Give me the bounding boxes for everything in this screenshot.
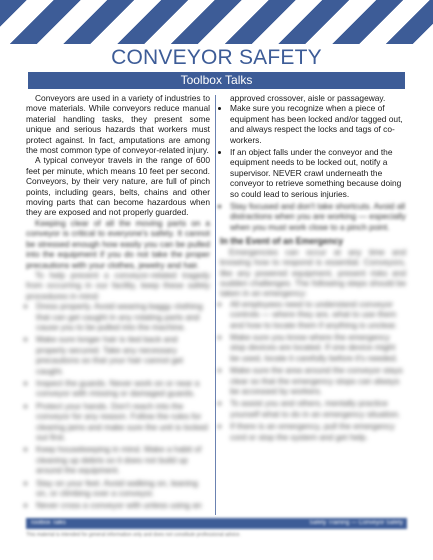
list-item: • Protect your hands. Don't reach into the conveyor for any reason. Follow the rules for clearing jams and make sure the unit is locked out first. [36, 401, 210, 443]
list-item: • Stay on your feet. Avoid walking on, leaning on, or climbing over a conveyor. [36, 478, 210, 499]
page-title: CONVEYOR SAFETY [111, 46, 322, 69]
emergency-list [220, 299, 406, 442]
list-item: • If there is an emergency, pull the emergency cord or stop the system and get help. [230, 421, 406, 442]
footer-right-text: Safety Training — Conveyor Safety [309, 520, 403, 526]
safety-list [220, 103, 406, 232]
list-item: • Never cross a conveyor with unless using an [36, 500, 210, 510]
list-item: • To assist you and others, mentally practice yourself what to do in an emergency situation. [230, 398, 406, 419]
emergency-heading: In the Event of an Emergency [220, 236, 344, 247]
list-item: • Make sure the area around the conveyor stays clear so that the emergency stops can always be accessed by workers. [230, 365, 406, 396]
list-item: • All employees need to understand conveyor controls — where they are, what to use them and how to locate them if anything is unclear. [230, 299, 406, 330]
procedures-intro: To help prevent a conveyor-related tragedy from occurring in our facility, keep these safety procedures in mind: [26, 269, 210, 301]
fine-print: This material is intended for general information only and does not constitute professional advice. [26, 532, 241, 538]
emergency-paragraph: Emergencies can occur at any time and knowing how to respond is essential. Conveyors, like any powered equipment, present risks and sudden challenges. The following steps should be taken in an emergency: [220, 246, 406, 299]
list-item: • Stay focused and don't take shortcuts. Avoid all distractions when you are working — especially when you must work close to a pinch point. [230, 201, 406, 232]
continued-text: approved crossover, aisle or passageway. [230, 93, 386, 103]
procedures-list [26, 301, 210, 511]
list-item: • Keep housekeeping in mind. Make a habit of cleaning up debris so it does not build up around the equipment. [36, 444, 210, 475]
list-item: • Make sure longer hair is tied back and properly secured. Take any necessary precautions so that your hair cannot get caught. [36, 334, 210, 376]
list-item: • Make sure you know where the emergency stop devices are located. If one device might be used, locate it carefully before it's needed. [230, 332, 406, 363]
speed-paragraph: A typical conveyor travels in the range of 600 feet per minute, which means 10 feet per second. Conveyors, by their very nature, are full of pinch points, including gears, belts, chains and other moving parts that can become hazardous when they are exposed and not properly guarded. [26, 155, 210, 218]
moving-parts-paragraph: Keeping clear of all the moving parts on a conveyor is critical to everyone's safety. It cannot be stressed enough how easily you can be pulled into the equipment if you do not take the proper precautions with your clothes, jewelry and hair. [26, 217, 210, 270]
footer-left-text: Toolbox Talks [30, 520, 66, 526]
intro-paragraph: Conveyors are used in a variety of industries to move materials. While conveyors reduce manual material handling tasks, they present some unique and serious hazards that workers must protect against. In fact, amputations are among the most common type of conveyor-related injury. [26, 93, 210, 156]
right-column [220, 93, 406, 444]
header-stripes [0, 0, 433, 44]
column-divider [215, 95, 216, 515]
list-item: • Dress properly. Avoid wearing baggy clothing that can get caught in any rotating parts and cause you to be pulled into the machine. [36, 301, 210, 332]
list-item: • Make sure you recognize when a piece of equipment has been locked and/or tagged out, and always respect the locks and tags of co-workers. [230, 103, 406, 145]
list-item: • Inspect the guards. Never work on or near a conveyor with missing or damaged guards. [36, 378, 210, 399]
list-item: • If an object falls under the conveyor and the equipment needs to be locked out, notify a supervisor. NEVER crawl underneath the conveyor to retrieve something because doing so could lead to serious injuries. [230, 147, 406, 199]
left-column [26, 93, 210, 513]
subtitle-bar: Toolbox Talks [28, 72, 405, 89]
